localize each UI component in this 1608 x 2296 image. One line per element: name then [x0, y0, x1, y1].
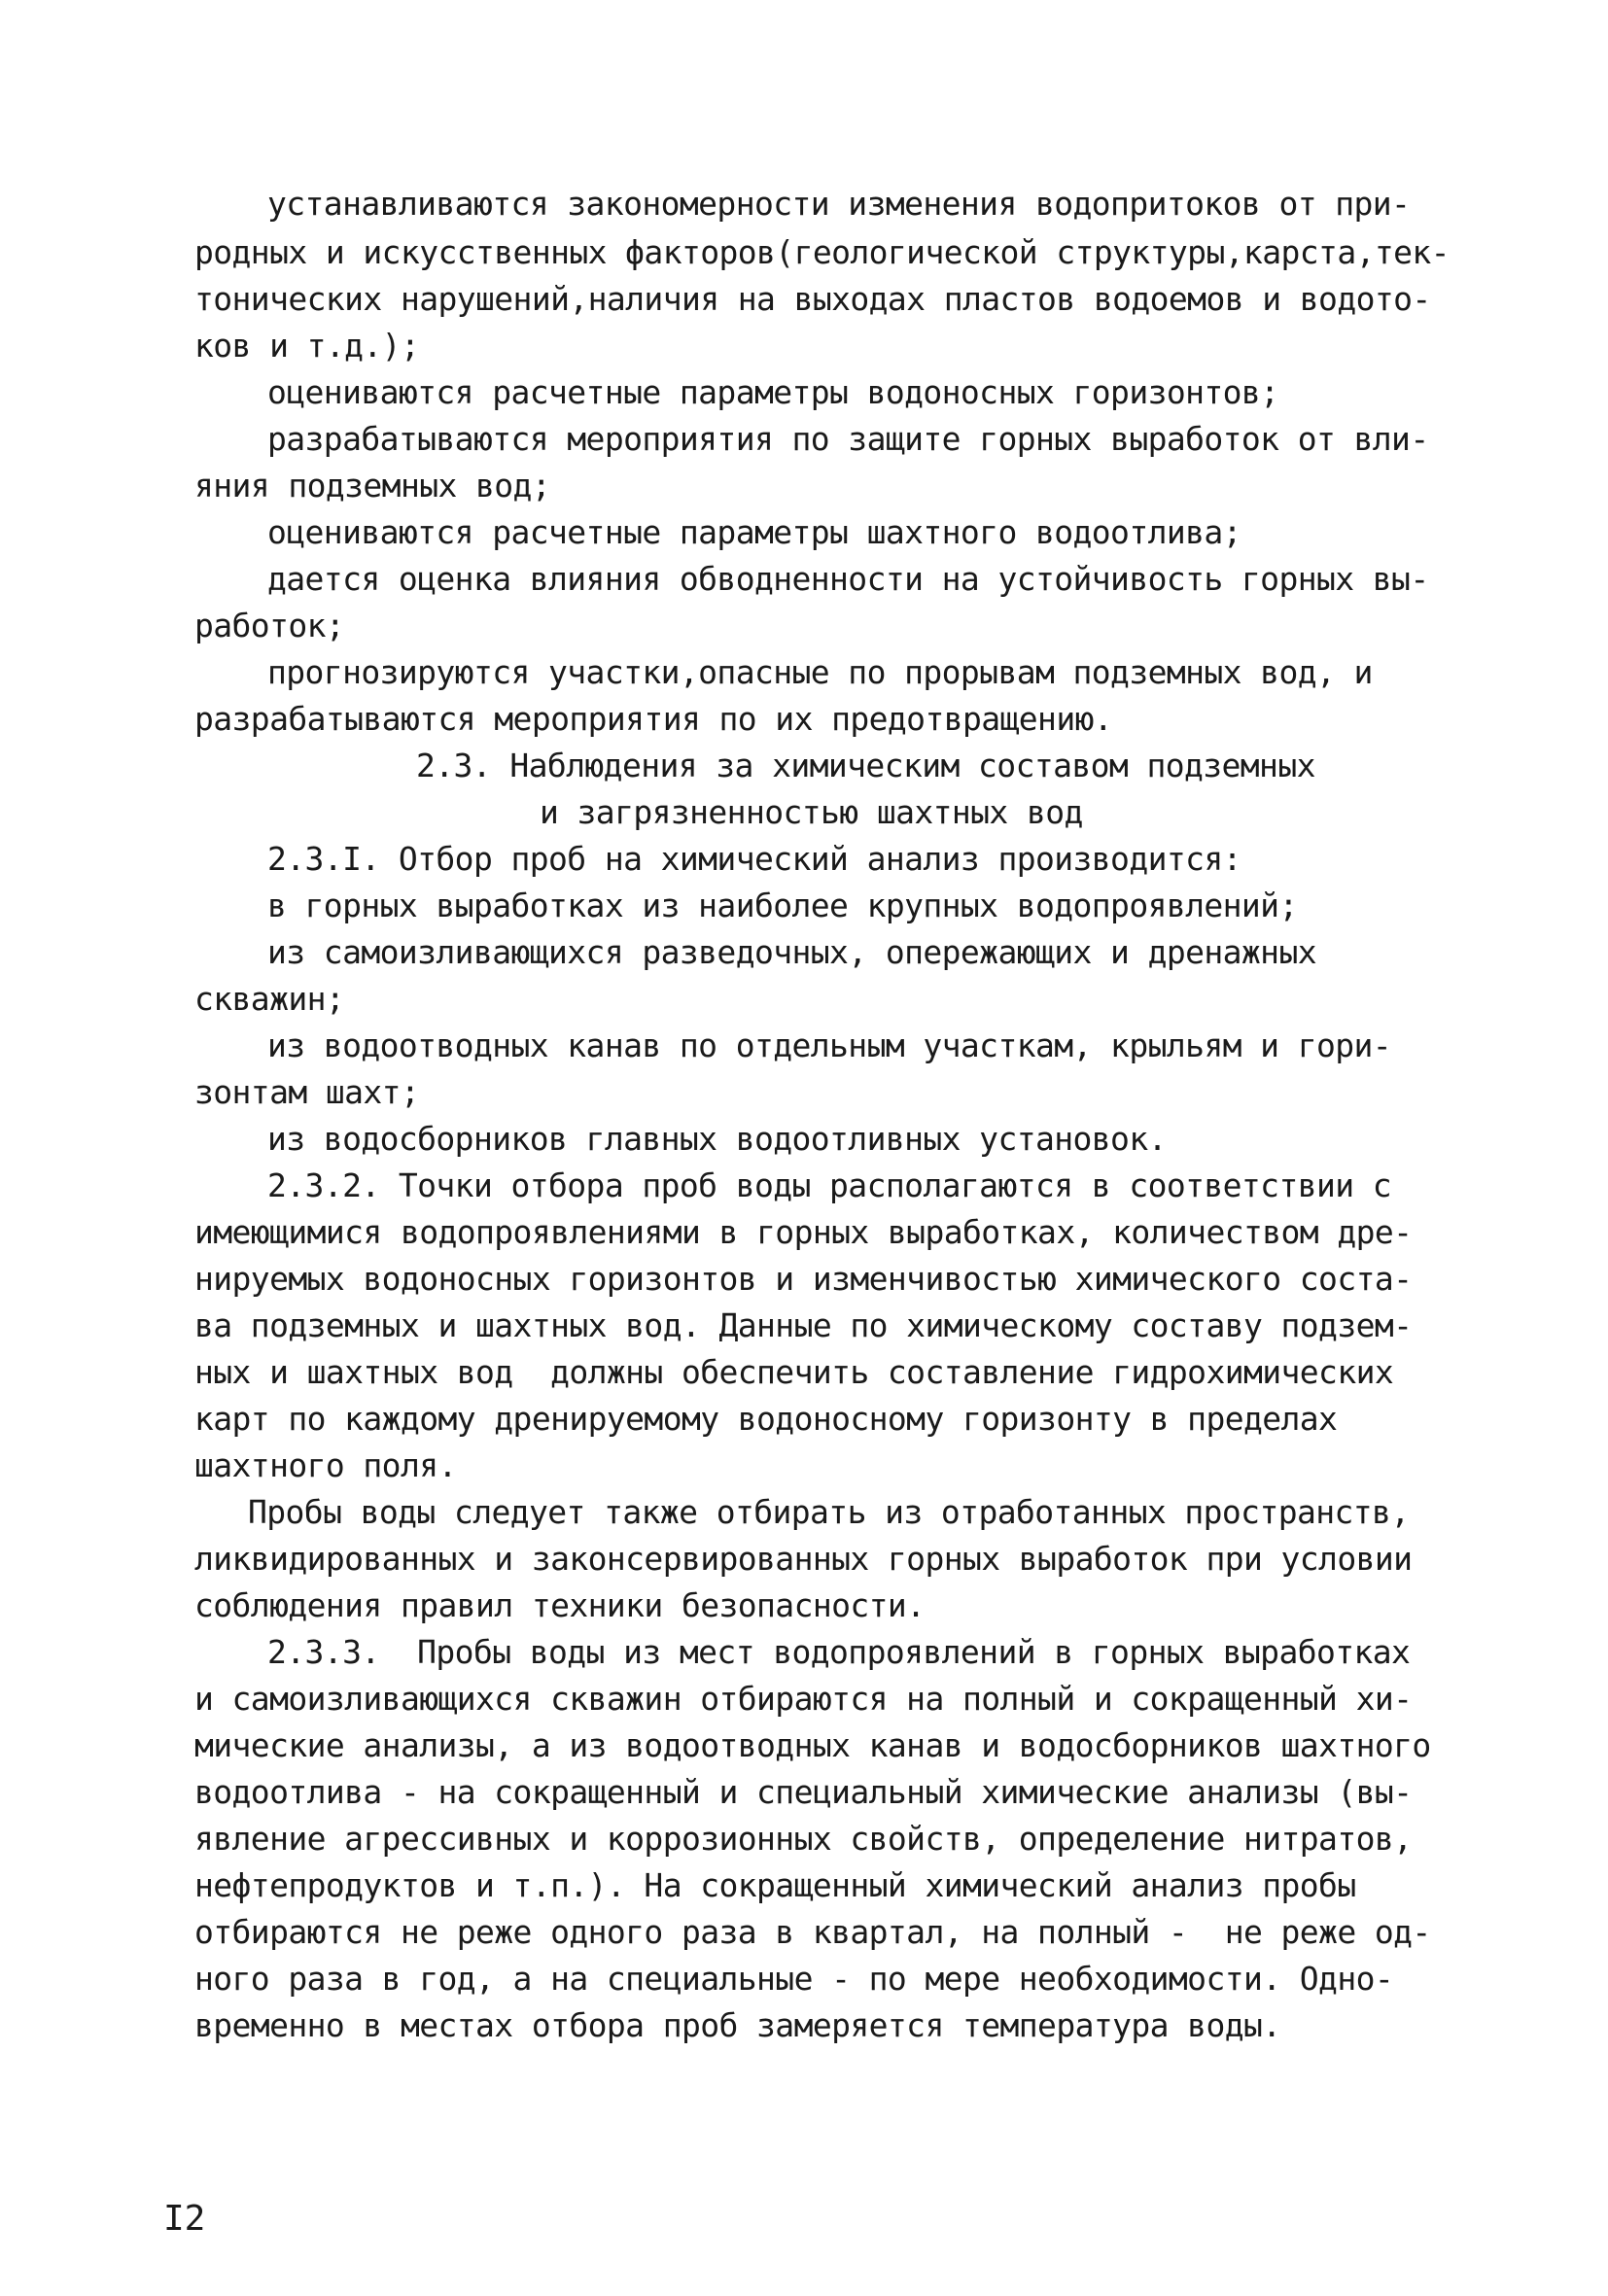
text-line: нефтепродуктов и т.п.). На сокращенный химический анализ пробы — [194, 1866, 1356, 1904]
text-line: родных и искусственных факторов(геологической структуры,карста,тек- — [194, 233, 1450, 271]
text-line: работок; — [194, 607, 345, 644]
text-line: ликвидированных и законсервированных горных выработок при условии — [194, 1540, 1413, 1578]
text-line: тонических нарушений,наличия на выходах пластов водоемов и водото- — [194, 280, 1431, 318]
text-line: из водосборников главных водоотливных установок. — [267, 1120, 1167, 1158]
text-line: оцениваются расчетные параметры шахтного водоотлива; — [267, 513, 1241, 551]
text-line: шахтного поля. — [194, 1446, 457, 1484]
page-number: I2 — [163, 2199, 206, 2239]
text-line: устанавливаются закономерности изменения водопритоков от при- — [267, 185, 1411, 223]
text-line: нируемых водоносных горизонтов и изменчивостью химического соста- — [194, 1260, 1413, 1298]
text-line: ва подземных и шахтных вод. Данные по химическому составу подзем- — [194, 1306, 1413, 1344]
text-line: оцениваются расчетные параметры водоносных горизонтов; — [267, 373, 1279, 411]
text-line: отбираются не реже одного раза в квартал, на полный - не реже од- — [194, 1913, 1431, 1951]
text-line: разрабатываются мероприятия по защите горных выработок от вли- — [267, 420, 1429, 458]
text-line: карт по каждому дренируемому водоносному горизонту в пределах — [194, 1400, 1338, 1438]
text-line: в горных выработках из наиболее крупных водопроявлений; — [267, 887, 1298, 924]
text-line: имеющимися водопроявлениями в горных выработках, количеством дре- — [194, 1213, 1413, 1251]
text-line: мические анализы, а из водоотводных канав и водосборников шахтного — [194, 1726, 1431, 1764]
text-line: из водоотводных канав по отдельным участкам, крыльям и гори- — [267, 1026, 1392, 1064]
text-line: Пробы воды следует также отбирать из отработанных пространств, — [248, 1493, 1410, 1531]
text-line: 2.3.3. Пробы воды из мест водопроявлений в горных выработках — [267, 1633, 1411, 1671]
text-line: ков и т.д.); — [194, 327, 420, 365]
text-line: временно в местах отбора проб замеряется температура воды. — [194, 2006, 1281, 2044]
text-line: из самоизливающихся разведочных, опережающих и дренажных — [267, 933, 1316, 971]
text-line: водоотлива - на сокращенный и специальный химические анализы (вы- — [194, 1773, 1413, 1811]
text-line: прогнозируются участки,опасные по прорывам подземных вод, и — [267, 653, 1373, 691]
text-line: 2.3.I. Отбор проб на химический анализ производится: — [267, 840, 1241, 878]
text-line: разрабатываются мероприятия по их предотвращению. — [194, 700, 1113, 738]
section-heading: 2.3. Наблюдения за химическим составом подземных — [416, 747, 1315, 784]
text-line: яния подземных вод; — [194, 467, 551, 504]
text-line: дается оценка влияния обводненности на устойчивость горных вы- — [267, 560, 1429, 598]
text-line: явление агрессивных и коррозионных свойств, определение нитратов, — [194, 1820, 1413, 1858]
text-line: ного раза в год, а на специальные - по мере необходимости. Одно- — [194, 1960, 1394, 1998]
text-line: зонтам шахт; — [194, 1073, 420, 1111]
text-line: скважин; — [194, 980, 345, 1018]
text-line: 2.3.2. Точки отбора проб воды располагаются в соответствии с — [267, 1166, 1392, 1204]
text-line: соблюдения правил техники безопасности. — [194, 1586, 926, 1624]
text-line: ных и шахтных вод должны обеспечить составление гидрохимических — [194, 1353, 1394, 1391]
section-heading: и загрязненностью шахтных вод — [540, 793, 1083, 831]
text-line: и самоизливающихся скважин отбираются на полный и сокращенный хи- — [194, 1680, 1413, 1718]
